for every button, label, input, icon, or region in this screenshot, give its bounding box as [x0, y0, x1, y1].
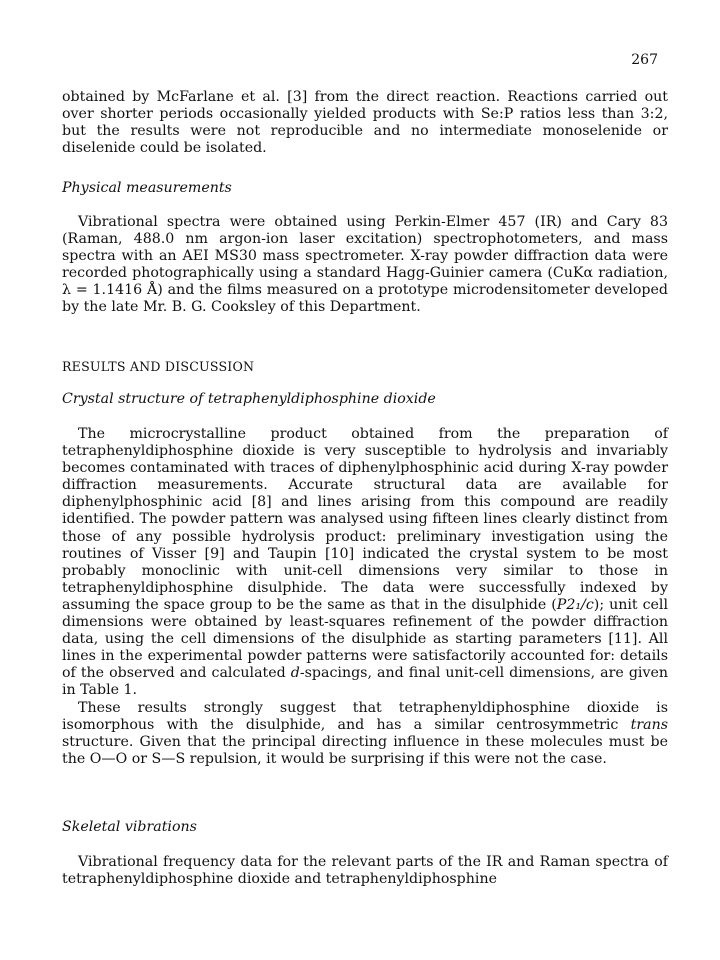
- heading-crystal-structure: Crystal structure of tetraphenyldiphosphine dioxide: [62, 391, 436, 407]
- physical-measurements-paragraph: Vibrational spectra were obtained using Perkin-Elmer 457 (IR) and Cary 83 (Raman, 488.0 nm argon-ion laser excitation) spectrophotometers, and mass spectra with an AEI MS30 mass spectrometer. X-ray powder diffraction data were recorded photographically using a standard Hagg-Guinier camera (CuKα radiation, λ = 1.1416 Å) and the films measured on a prototype microdensitometer developed by the late Mr. B. G. Cooksley of this Department.: [62, 214, 668, 316]
- crystal-paragraph-2-part-b: structure. Given that the principal directing influence in these molecules must be the O—O or S—S repulsion, it would be surprising if this were not the case.: [62, 733, 668, 767]
- crystal-paragraph-1-part-a: The microcrystalline product obtained from the preparation of tetraphenyldiphosphine dioxide is very susceptible to hydrolysis and invariably becomes contaminated with traces of diphenylphosphinic acid during X-ray powder diffraction measurements. Accurate structural data are available for diphenylphosphinic acid [8] and lines arising from this compound are readily identified. The powder pattern was analysed using fifteen lines clearly distinct from those of any possible hydrolysis product: preliminary investigation using the routines of Visser [9] and Taupin [10] indicated the crystal system to be most probably monoclinic with unit-cell dimensions very similar to those in tetraphenyldiphosphine disulphide. The data were successfully indexed by assuming the space group to be the same as that in the disulphide (: [62, 426, 668, 613]
- crystal-paragraph-1: [62, 426, 668, 700]
- physical-measurements-block: [62, 214, 668, 317]
- crystal-paragraph-1-part-b: ); unit cell dimensions were obtained by least-squares refinement of the powder diffraction data, using the cell dimensions of the disulphide as starting parameters [11]. All lines in the experimental powder patterns were satisfactorily accounted for: details of the observed and calculated: [62, 596, 669, 682]
- trans-word: trans: [630, 716, 668, 733]
- skeletal-vibrations-paragraph: Vibrational frequency data for the relevant parts of the IR and Raman spectra of tetraphenyldiphosphine dioxide and tetraphenyldiphosphine: [62, 854, 668, 888]
- space-group-symbol: P2₁/c: [556, 596, 594, 613]
- intro-paragraph: obtained by McFarlane et al. [3] from the direct reaction. Reactions carried out over shorter periods occasionally yielded products with Se:P ratios less than 3:2, but the results were not reproducible and no intermediate monoselenide or diselenide could be isolated.: [62, 89, 668, 157]
- crystal-paragraph-1-part-c: -spacings, and final unit-cell dimensions, are given in Table 1.: [62, 665, 668, 699]
- skeletal-vibrations-block: [62, 854, 668, 888]
- heading-physical-measurements: Physical measurements: [62, 180, 232, 196]
- crystal-paragraph-2-part-a: These results strongly suggest that tetraphenyldiphosphine dioxide is isomorphous with the disulphide, and has a similar centrosymmetric: [62, 699, 668, 733]
- crystal-structure-block: [62, 426, 668, 768]
- d-spacing-symbol: d: [290, 665, 300, 682]
- intro-paragraph-block: [62, 89, 668, 157]
- crystal-paragraph-2: [62, 700, 668, 768]
- page-number: 267: [631, 52, 658, 68]
- results-and-discussion-heading: RESULTS AND DISCUSSION: [62, 359, 255, 374]
- heading-skeletal-vibrations: Skeletal vibrations: [62, 819, 197, 835]
